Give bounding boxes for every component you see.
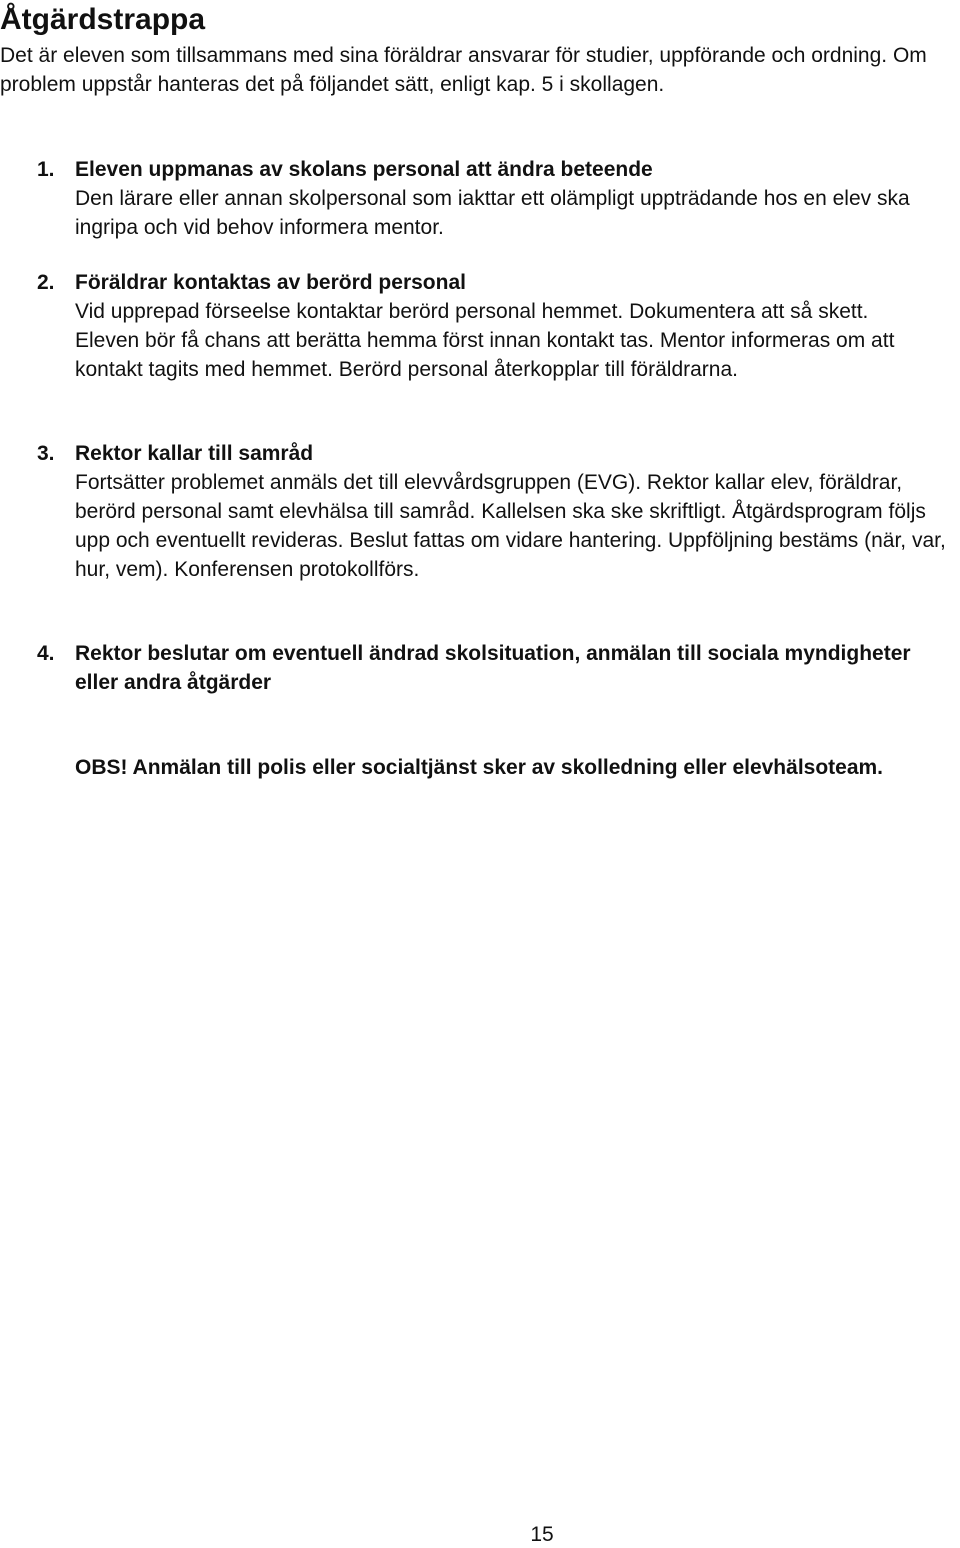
obs-note: OBS! Anmälan till polis eller socialtjänst sker av skolledning eller elevhälsoteam.: [75, 756, 884, 779]
step-number: 4.: [37, 642, 55, 665]
step-heading: Föräldrar kontaktas av berörd personal: [75, 271, 466, 294]
step-content: [75, 439, 960, 584]
page-number: 15: [530, 1523, 554, 1546]
step-text: Fortsätter problemet anmäls det till elevvårdsgruppen (EVG). Rektor kallar elev, föräldrar, berörd personal samt elevhälsa till samråd. Kallelsen ska ske skriftligt. Åtgärdsprogram följs upp och eventuellt revideras. Beslut fattas om vidare hantering. Uppföljning bestäms (när, var, hur, vem). Konferensen protokollförs.: [75, 471, 946, 581]
step-heading: Rektor kallar till samråd: [75, 442, 314, 465]
step-content: [75, 639, 960, 697]
step-content: [75, 268, 960, 384]
step-heading: Eleven uppmanas av skolans personal att ändra beteende: [75, 158, 653, 181]
step-number: 2.: [37, 271, 55, 294]
step-number: 1.: [37, 158, 55, 181]
step-text: Vid upprepad förseelse kontaktar berörd personal hemmet. Dokumentera att så skett. Eleven bör få chans att berätta hemma först innan kontakt tas. Mentor informeras om att kontakt tagits med hemmet. Berörd personal återkopplar till föräldrarna.: [75, 300, 895, 381]
page-title: Åtgärdstrappa: [0, 3, 206, 36]
step-number: 3.: [37, 442, 55, 465]
step-heading: Rektor beslutar om eventuell ändrad skolsituation, anmälan till sociala myndigheter eller andra åtgärder: [75, 642, 911, 694]
step-content: [75, 155, 960, 242]
step-text: Den lärare eller annan skolpersonal som iakttar ett olämpligt uppträdande hos en elev ska ingripa och vid behov informera mentor.: [75, 187, 910, 239]
intro-paragraph: Det är eleven som tillsammans med sina föräldrar ansvarar för studier, uppförande och ordning. Om problem uppstår hanteras det på följandet sätt, enligt kap. 5 i skollagen.: [0, 44, 927, 96]
